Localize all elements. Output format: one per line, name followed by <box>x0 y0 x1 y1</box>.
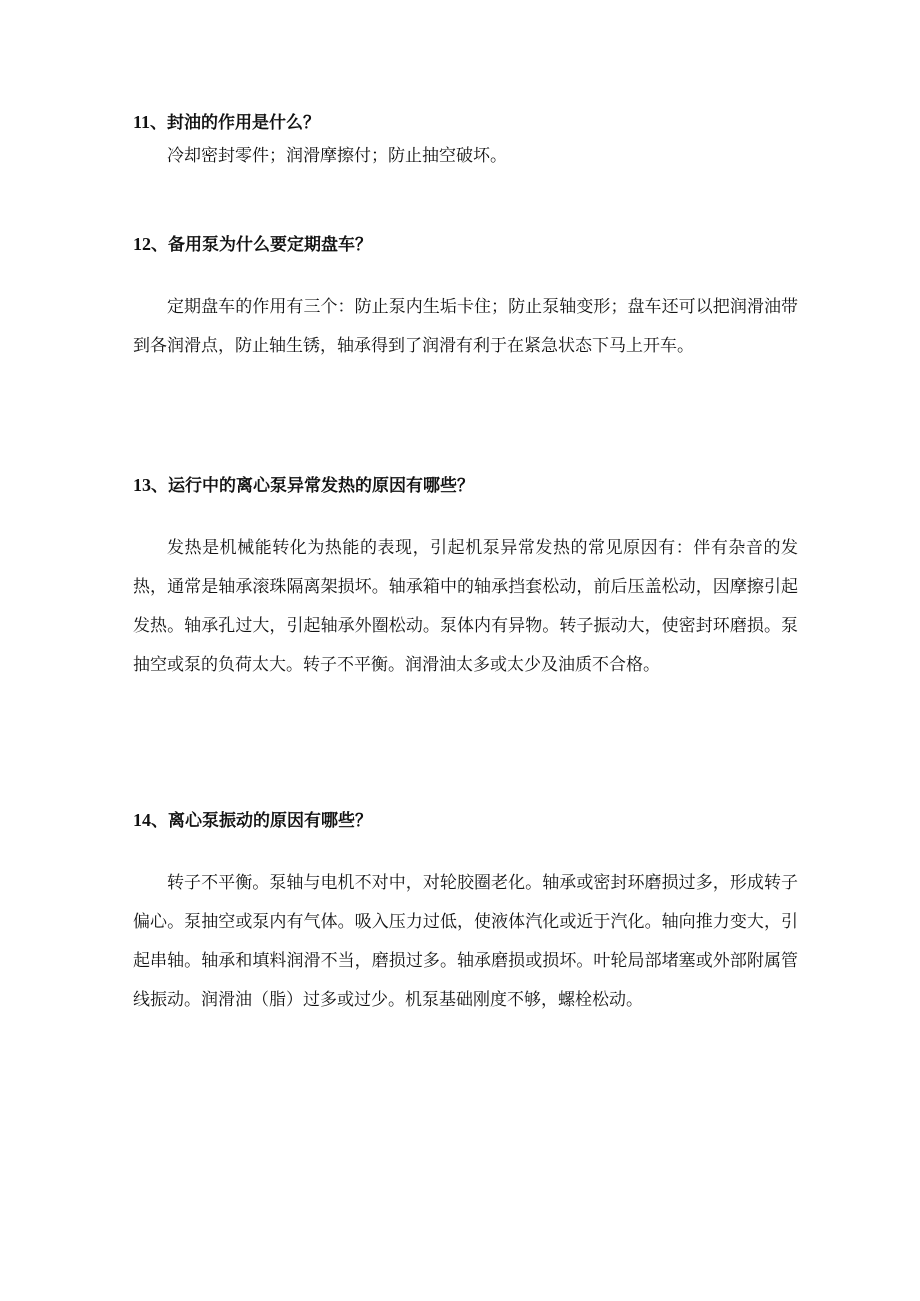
answer-text: 发热是机械能转化为热能的表现，引起机泵异常发热的常见原因有：伴有杂音的发热，通常是轴承滚珠隔离架损坏。轴承箱中的轴承挡套松动，前后压盖松动，因摩擦引起发热。轴承孔过大，引起轴承外圈松动。泵体内有异物。转子振动大，使密封环磨损。泵抽空或泵的负荷太大。转子不平衡。润滑油太多或太少及油质不合格。 <box>133 538 798 675</box>
question-heading <box>133 473 798 498</box>
question-text: 、备用泵为什么要定期盘车？ <box>151 235 372 255</box>
question-heading <box>133 808 798 833</box>
qa-item-11 <box>133 110 798 169</box>
question-heading <box>133 232 798 257</box>
question-heading <box>133 110 798 135</box>
question-text: 、封油的作用是什么？ <box>150 113 321 133</box>
question-text: 、离心泵振动的原因有哪些？ <box>151 811 372 831</box>
answer-text: 转子不平衡。泵轴与电机不对中，对轮胶圈老化。轴承或密封环磨损过多，形成转子偏心。泵抽空或泵内有气体。吸入压力过低，使液体汽化或近于汽化。轴向推力变大，引起串轴。轴承和填料润滑不当，磨损过多。轴承磨损或损坏。叶轮局部堵塞或外部附属管线振动。润滑油（脂）过多或过少。机泵基础刚度不够，螺栓松动。 <box>133 873 798 1010</box>
answer-text: 定期盘车的作用有三个：防止泵内生垢卡住；防止泵轴变形；盘车还可以把润滑油带到各润滑点，防止轴生锈，轴承得到了润滑有利于在紧急状态下马上开车。 <box>133 297 798 356</box>
question-number: 14 <box>133 810 151 830</box>
question-text: 、运行中的离心泵异常发热的原因有哪些？ <box>151 476 474 496</box>
qa-item-14 <box>133 808 798 1020</box>
question-number: 11 <box>133 112 151 132</box>
qa-item-13 <box>133 473 798 685</box>
question-number: 13 <box>133 475 151 495</box>
answer-text: 冷却密封零件；润滑摩擦付；防止抽空破坏。 <box>167 146 507 166</box>
question-number: 12 <box>133 234 151 254</box>
qa-item-12 <box>133 232 798 366</box>
